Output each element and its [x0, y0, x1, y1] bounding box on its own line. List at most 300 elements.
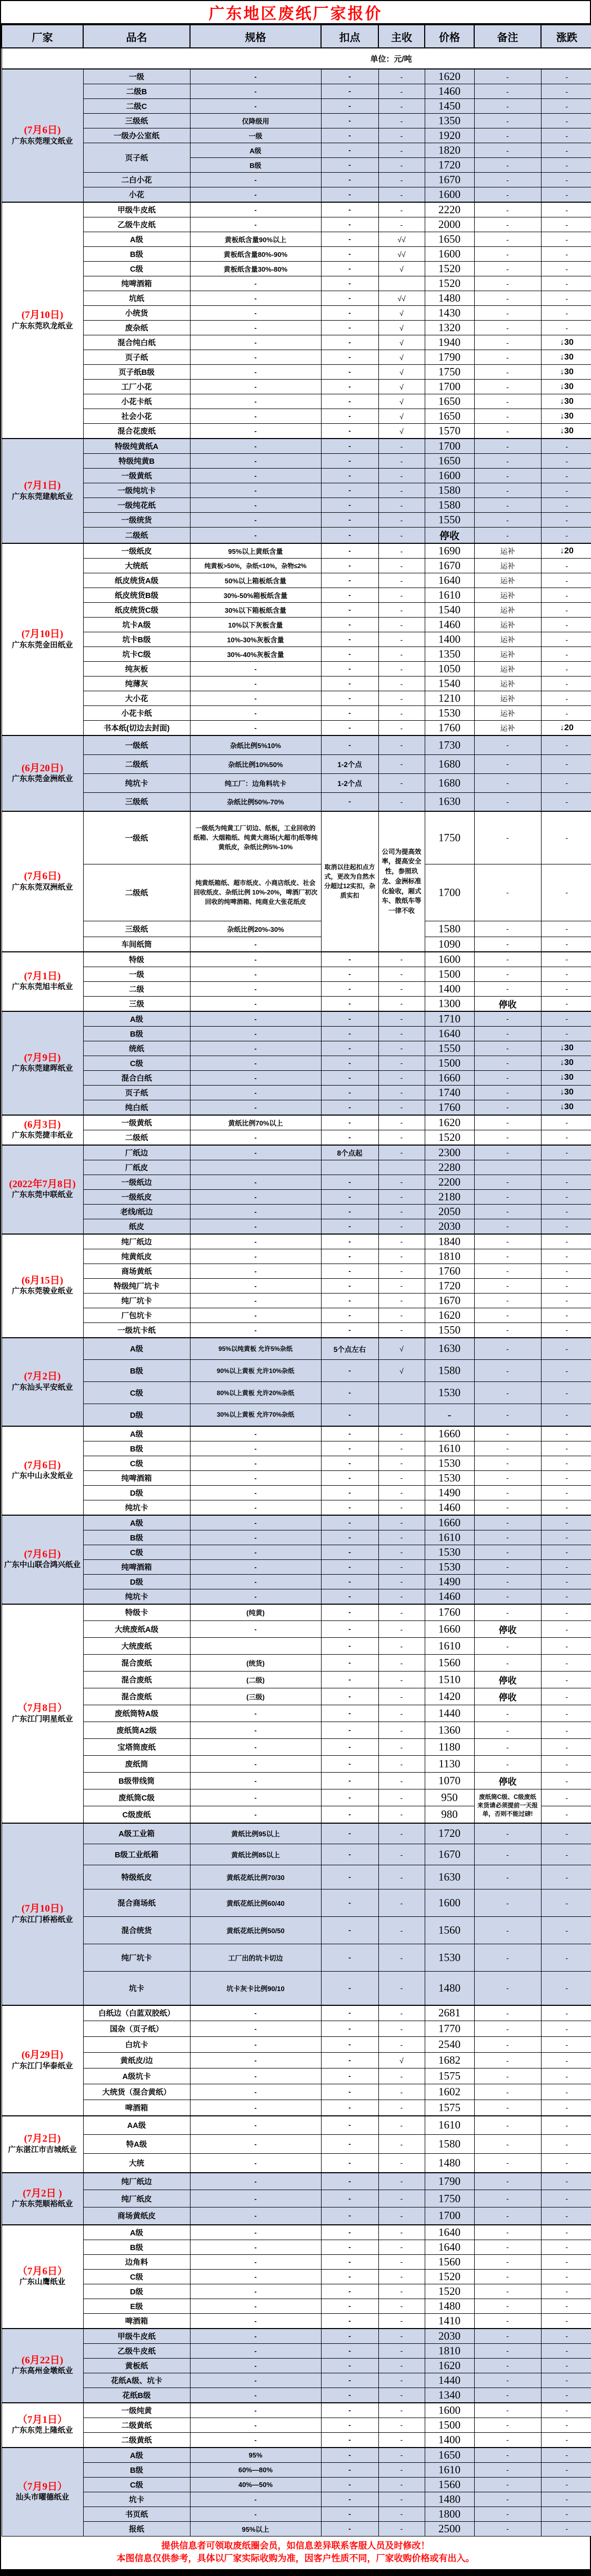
table-row — [2, 350, 591, 365]
cell-spec — [190, 1638, 321, 1655]
cell-product: C级 — [83, 262, 190, 276]
cell-deduct: - — [321, 439, 378, 454]
report-date: (6月29日) — [21, 2050, 64, 2061]
cell-product: 小花卡纸 — [83, 394, 190, 409]
cell-spec: - — [190, 439, 321, 454]
cell-accept: - — [378, 2492, 425, 2507]
cell-spec: (统货) — [190, 1655, 321, 1672]
cell-note: 运补 — [474, 632, 541, 647]
cell-spec: - — [190, 365, 321, 380]
cell-product: 纯灰板 — [83, 662, 190, 677]
cell-price: 1570 — [425, 424, 474, 439]
cell-product: 混合废纸 — [83, 1688, 190, 1705]
cell-deduct: - — [321, 1100, 378, 1115]
cell-spec: - — [190, 1574, 321, 1589]
cell-note: 运补 — [474, 662, 541, 677]
cell-accept: - — [378, 2037, 425, 2053]
report-date: (6月22日) — [21, 2354, 64, 2366]
cell-price: 1670 — [425, 173, 474, 187]
cell-deduct: - — [321, 2254, 378, 2269]
cell-product: 纯黄纸皮 — [83, 1249, 190, 1264]
cell-change: - — [541, 1889, 591, 1917]
cell-spec: - — [190, 1789, 321, 1806]
cell-spec: - — [190, 380, 321, 394]
cell-accept: - — [378, 454, 425, 469]
cell-note: - — [474, 2299, 541, 2313]
cell-product: 特级 — [83, 952, 190, 967]
cell-deduct: - — [321, 1672, 378, 1688]
cell-price: 1840 — [425, 1234, 474, 1249]
cell-deduct: - — [321, 2240, 378, 2254]
cell-product: B级 — [83, 2240, 190, 2254]
cell-product: 一级统货 — [83, 513, 190, 528]
cell-change: - — [541, 262, 591, 276]
table-row — [2, 1604, 591, 1621]
cell-accept: - — [378, 2343, 425, 2358]
table-row — [2, 1145, 591, 1160]
cell-deduct: - — [321, 1515, 378, 1530]
cell-change: - — [541, 1308, 591, 1322]
cell-change: - — [541, 937, 591, 952]
cell-deduct: - — [321, 454, 378, 469]
cell-note: - — [474, 1485, 541, 1500]
cell-accept: - — [378, 2173, 425, 2190]
table-row — [2, 1382, 591, 1404]
table-row — [2, 2388, 591, 2403]
cell-note: - — [474, 1823, 541, 1844]
cell-price: 1820 — [425, 143, 474, 158]
cell-spec: - — [190, 498, 321, 513]
cell-price: 1800 — [425, 2507, 474, 2521]
cell-change: ↓20 — [541, 543, 591, 559]
cell-accept: √ — [378, 350, 425, 365]
cell-spec: - — [190, 2343, 321, 2358]
cell-accept: - — [378, 1889, 425, 1917]
cell-change: - — [541, 2343, 591, 2358]
cell-spec: 杂纸比例5%10% — [190, 735, 321, 754]
table-row — [2, 2053, 591, 2068]
cell-price: 1530 — [425, 1470, 474, 1485]
cell-deduct: - — [321, 2388, 378, 2403]
table-row — [2, 202, 591, 217]
cell-spec: - — [190, 952, 321, 967]
cell-price: 1750 — [425, 2190, 474, 2207]
cell-note: 废纸筒C级、C级废纸来货请必须提前一天报单，否则不能过磅! — [474, 1789, 541, 1823]
cell-deduct: - — [321, 662, 378, 677]
cell-spec: - — [190, 2053, 321, 2068]
cell-accept: √ — [378, 394, 425, 409]
cell-price: 1410 — [425, 2313, 474, 2329]
cell-price: 1680 — [425, 754, 474, 773]
cell-accept: - — [378, 1638, 425, 1655]
cell-note: - — [474, 2343, 541, 2358]
cell-price: 1620 — [425, 2358, 474, 2373]
cell-spec: - — [190, 2084, 321, 2100]
table-row — [2, 1672, 591, 1688]
cell-deduct: - — [321, 1264, 378, 1278]
table-row — [2, 754, 591, 773]
factory-name: 广东东莞金田纸业 — [12, 641, 73, 650]
cell-price: 1660 — [425, 1070, 474, 1085]
cell-accept: - — [378, 573, 425, 588]
cell-accept: √ — [378, 335, 425, 350]
cell-change: - — [541, 1705, 591, 1722]
cell-accept: - — [378, 1756, 425, 1773]
cell-price: 1560 — [425, 2477, 474, 2492]
cell-accept: - — [378, 2358, 425, 2373]
cell-accept: - — [378, 1470, 425, 1485]
cell-change: ↓30 — [541, 424, 591, 439]
cell-deduct: - — [321, 1360, 378, 1382]
cell-change: - — [541, 2418, 591, 2432]
cell-change: - — [541, 321, 591, 335]
cell-note: - — [474, 2388, 541, 2403]
cell-accept: - — [378, 1823, 425, 1844]
cell-deduct: - — [321, 2207, 378, 2225]
cell-product: 大统废纸A级 — [83, 1621, 190, 1638]
table-row — [2, 1278, 591, 1293]
factory-name: 广东东莞金洲纸业 — [12, 775, 73, 784]
cell-product: 特级纯黄B — [83, 454, 190, 469]
table-row — [2, 1972, 591, 2005]
cell-note: - — [474, 1917, 541, 1944]
cell-note: 停收 — [474, 996, 541, 1011]
cell-accept: - — [378, 677, 425, 691]
cell-product: 一级纯黄 — [83, 2403, 190, 2418]
cell-note: - — [474, 2068, 541, 2084]
cell-spec: - — [190, 1500, 321, 1515]
cell-accept: - — [378, 588, 425, 603]
cell-deduct: - — [321, 380, 378, 394]
cell-spec: - — [190, 306, 321, 321]
cell-product: 混合白纸 — [83, 1070, 190, 1085]
cell-price: 1520 — [425, 1130, 474, 1145]
cell-accept: - — [378, 1806, 425, 1823]
cell-accept: - — [378, 735, 425, 754]
title-bar — [1, 1, 590, 24]
table-row — [2, 1130, 591, 1145]
cell-product: 一级纸边 — [83, 1175, 190, 1189]
cell-spec: - — [190, 2068, 321, 2084]
cell-product: 乙级牛皮纸 — [83, 217, 190, 232]
cell-accept: - — [378, 1545, 425, 1559]
cell-accept: - — [378, 1688, 425, 1705]
cell-deduct: - — [321, 2313, 378, 2329]
cell-change: - — [541, 1011, 591, 1027]
cell-note: - — [474, 2373, 541, 2388]
cell-deduct: - — [321, 2225, 378, 2240]
factory-cell — [2, 2329, 83, 2403]
cell-product: A级 — [83, 1011, 190, 1027]
cell-price: 1480 — [425, 2154, 474, 2173]
table-row — [2, 2154, 591, 2173]
cell-spec: - — [190, 1219, 321, 1234]
cell-product: 大统废纸 — [83, 1638, 190, 1655]
cell-accept: √ — [378, 2053, 425, 2068]
cell-product: 二级纸 — [83, 754, 190, 773]
cell-note: - — [474, 158, 541, 173]
cell-product: 大统 — [83, 2154, 190, 2173]
cell-change — [541, 1160, 591, 1175]
cell-note: - — [474, 811, 541, 864]
cell-note: - — [474, 2477, 541, 2492]
table-row — [2, 1944, 591, 1972]
cell-spec: - — [190, 2313, 321, 2329]
cell-change: - — [541, 952, 591, 967]
cell-change: - — [541, 2432, 591, 2448]
cell-note: - — [474, 1219, 541, 1234]
column-header-4: 主收 — [378, 25, 425, 48]
cell-change: - — [541, 1589, 591, 1604]
cell-change: - — [541, 1470, 591, 1485]
cell-price: 1610 — [425, 1441, 474, 1456]
cell-change: - — [541, 143, 591, 158]
cell-product: 一级坑卡纸 — [83, 1322, 190, 1338]
table-row — [2, 662, 591, 677]
cell-product: 混合废纸 — [83, 1655, 190, 1672]
cell-note: - — [474, 2492, 541, 2507]
report-date: (7月10日) — [21, 310, 64, 321]
table-row — [2, 513, 591, 528]
cell-price: 1500 — [425, 1056, 474, 1070]
factory-name: 广东中山永发纸业 — [12, 1472, 73, 1481]
cell-change: - — [541, 1604, 591, 1621]
cell-product: C级 — [83, 1456, 190, 1470]
cell-price: 1760 — [425, 721, 474, 736]
cell-product: 纯坑卡 — [83, 1500, 190, 1515]
cell-price: 1720 — [425, 1278, 474, 1293]
cell-change: - — [541, 1559, 591, 1574]
factory-name: 广东高州金墩纸业 — [12, 2367, 73, 2376]
cell-price: 1670 — [425, 1844, 474, 1865]
cell-accept: - — [378, 1100, 425, 1115]
cell-product: 二级纸 — [83, 528, 190, 544]
cell-price: 1650 — [425, 2448, 474, 2463]
cell-product: 黄纸皮/边 — [83, 2053, 190, 2068]
cell-note: - — [474, 424, 541, 439]
cell-note: - — [474, 291, 541, 306]
cell-price: 1790 — [425, 350, 474, 365]
cell-product: C级 — [83, 1545, 190, 1559]
bottom-bar — [0, 2569, 591, 2576]
cell-product: 书页纸 — [83, 2507, 190, 2521]
cell-deduct: - — [321, 2477, 378, 2492]
cell-price: 1480 — [425, 2492, 474, 2507]
cell-price: 1360 — [425, 1722, 474, 1739]
table-row — [2, 1688, 591, 1705]
table-row — [2, 603, 591, 618]
cell-product: 厂纸皮 — [83, 1160, 190, 1175]
cell-accept: - — [378, 1456, 425, 1470]
cell-deduct: - — [321, 1621, 378, 1638]
report-date: （7月9日） — [17, 2481, 67, 2492]
cell-product: 页子纸 — [83, 1085, 190, 1100]
cell-price: 1610 — [425, 588, 474, 603]
cell-deduct: - — [321, 1773, 378, 1789]
cell-accept: - — [378, 2254, 425, 2269]
cell-spec: - — [190, 217, 321, 232]
factory-cell — [2, 1115, 83, 1145]
table-row — [2, 276, 591, 291]
cell-accept: - — [378, 2418, 425, 2432]
cell-change: - — [541, 2507, 591, 2521]
cell-product: 纯厂纸边 — [83, 2173, 190, 2190]
table-row — [2, 735, 591, 754]
cell-spec: - — [190, 1145, 321, 1160]
cell-spec: 黄纸花纸比例60/40 — [190, 1889, 321, 1917]
cell-product: C级 — [83, 2477, 190, 2492]
table-row — [2, 2021, 591, 2037]
cell-change: - — [541, 1638, 591, 1655]
cell-deduct: - — [321, 588, 378, 603]
cell-product: 特级纸皮 — [83, 1865, 190, 1889]
cell-note: - — [474, 2418, 541, 2432]
cell-product: 二级黄纸 — [83, 2432, 190, 2448]
cell-deduct: - — [321, 335, 378, 350]
cell-price: 2220 — [425, 202, 474, 217]
cell-deduct: - — [321, 1917, 378, 1944]
cell-spec: - — [190, 69, 321, 84]
table-row — [2, 439, 591, 454]
cell-price: 1090 — [425, 937, 474, 952]
cell-price: - — [425, 1404, 474, 1426]
table-row — [2, 1441, 591, 1456]
cell-deduct: - — [321, 262, 378, 276]
table-row — [2, 996, 591, 1011]
cell-product: A级 — [83, 1426, 190, 1441]
cell-change: - — [541, 2053, 591, 2068]
cell-note: - — [474, 1264, 541, 1278]
cell-change: - — [541, 2492, 591, 2507]
cell-change: - — [541, 1574, 591, 1589]
cell-note: - — [474, 1530, 541, 1545]
cell-note: - — [474, 439, 541, 454]
cell-note: 停收 — [474, 1773, 541, 1789]
cell-note: - — [474, 84, 541, 99]
cell-note: - — [474, 921, 541, 937]
factory-name: 广东汕头平安纸业 — [12, 1383, 73, 1392]
cell-note: 运补 — [474, 543, 541, 559]
cell-deduct: - — [321, 158, 378, 173]
cell-deduct: - — [321, 647, 378, 662]
cell-price: 1720 — [425, 158, 474, 173]
cell-price: 1540 — [425, 603, 474, 618]
cell-accept: - — [378, 84, 425, 99]
cell-change: - — [541, 513, 591, 528]
table-row — [2, 2068, 591, 2084]
cell-spec: - — [190, 1705, 321, 1722]
cell-accept: √ — [378, 365, 425, 380]
cell-change: - — [541, 2329, 591, 2344]
table-row — [2, 1249, 591, 1264]
cell-accept: - — [378, 2240, 425, 2254]
cell-product: 纯厂纸边 — [83, 1234, 190, 1249]
cell-price: 停收 — [425, 528, 474, 544]
cell-deduct: - — [321, 2190, 378, 2207]
cell-note: - — [474, 1189, 541, 1204]
cell-deduct: - — [321, 1441, 378, 1456]
cell-spec: - — [190, 1264, 321, 1278]
cell-price: 1630 — [425, 792, 474, 811]
cell-accept — [378, 1404, 425, 1426]
table-row — [2, 1773, 591, 1789]
cell-price: 1660 — [425, 1426, 474, 1441]
cell-price: 1550 — [425, 1322, 474, 1338]
cell-deduct: - — [321, 2343, 378, 2358]
cell-spec: 30%-40%灰板含量 — [190, 647, 321, 662]
cell-spec: - — [190, 996, 321, 1011]
cell-price: 1400 — [425, 2432, 474, 2448]
cell-price: 1530 — [425, 1382, 474, 1404]
table-row — [2, 1056, 591, 1070]
cell-accept: - — [378, 498, 425, 513]
cell-spec: B级 — [190, 158, 321, 173]
cell-deduct: - — [321, 1189, 378, 1204]
cell-change: ↓30 — [541, 1100, 591, 1115]
cell-accept: - — [378, 792, 425, 811]
cell-note: - — [474, 1382, 541, 1404]
cell-note: - — [474, 409, 541, 424]
cell-deduct: - — [321, 128, 378, 143]
cell-price: 1350 — [425, 114, 474, 128]
cell-spec: - — [190, 937, 321, 952]
cell-spec: 坑卡灰卡比例90/10 — [190, 1972, 321, 2005]
cell-change: - — [541, 1441, 591, 1456]
cell-accept: - — [378, 2100, 425, 2116]
cell-spec: - — [190, 1470, 321, 1485]
cell-deduct: - — [321, 1789, 378, 1806]
cell-product: 三级纸 — [83, 114, 190, 128]
cell-price: 1770 — [425, 2021, 474, 2037]
cell-product: B级工业纸箱 — [83, 1844, 190, 1865]
cell-change: - — [541, 1026, 591, 1041]
cell-note: - — [474, 2084, 541, 2100]
cell-deduct: - — [321, 276, 378, 291]
cell-deduct: - — [321, 691, 378, 706]
cell-note: - — [474, 394, 541, 409]
table-row — [2, 1264, 591, 1278]
cell-price: 1520 — [425, 276, 474, 291]
cell-deduct: - — [321, 2507, 378, 2521]
table-row — [2, 335, 591, 350]
table-row — [2, 1360, 591, 1382]
column-header-6: 备注 — [474, 25, 541, 48]
cell-change: - — [541, 2313, 591, 2329]
cell-product: A级 — [83, 2448, 190, 2463]
factory-cell — [2, 543, 83, 735]
table-row — [2, 792, 591, 811]
table-row — [2, 1189, 591, 1204]
cell-note: - — [474, 2462, 541, 2477]
cell-price: 1620 — [425, 1308, 474, 1322]
cell-product: 一级 — [83, 69, 190, 84]
table-row — [2, 232, 591, 247]
cell-note: - — [474, 528, 541, 544]
cell-accept: - — [378, 618, 425, 632]
cell-price: 1700 — [425, 864, 474, 921]
cell-change: - — [541, 2462, 591, 2477]
cell-spec: 黄纸比例85以上 — [190, 1844, 321, 1865]
cell-spec: - — [190, 2403, 321, 2418]
cell-product: 宝塔筒废纸 — [83, 1739, 190, 1756]
cell-spec: - — [190, 2154, 321, 2173]
table-row — [2, 143, 591, 158]
cell-change: - — [541, 217, 591, 232]
cell-price: 1600 — [425, 952, 474, 967]
cell-change: - — [541, 981, 591, 996]
cell-note: - — [474, 1322, 541, 1338]
cell-change: - — [541, 1806, 591, 1823]
